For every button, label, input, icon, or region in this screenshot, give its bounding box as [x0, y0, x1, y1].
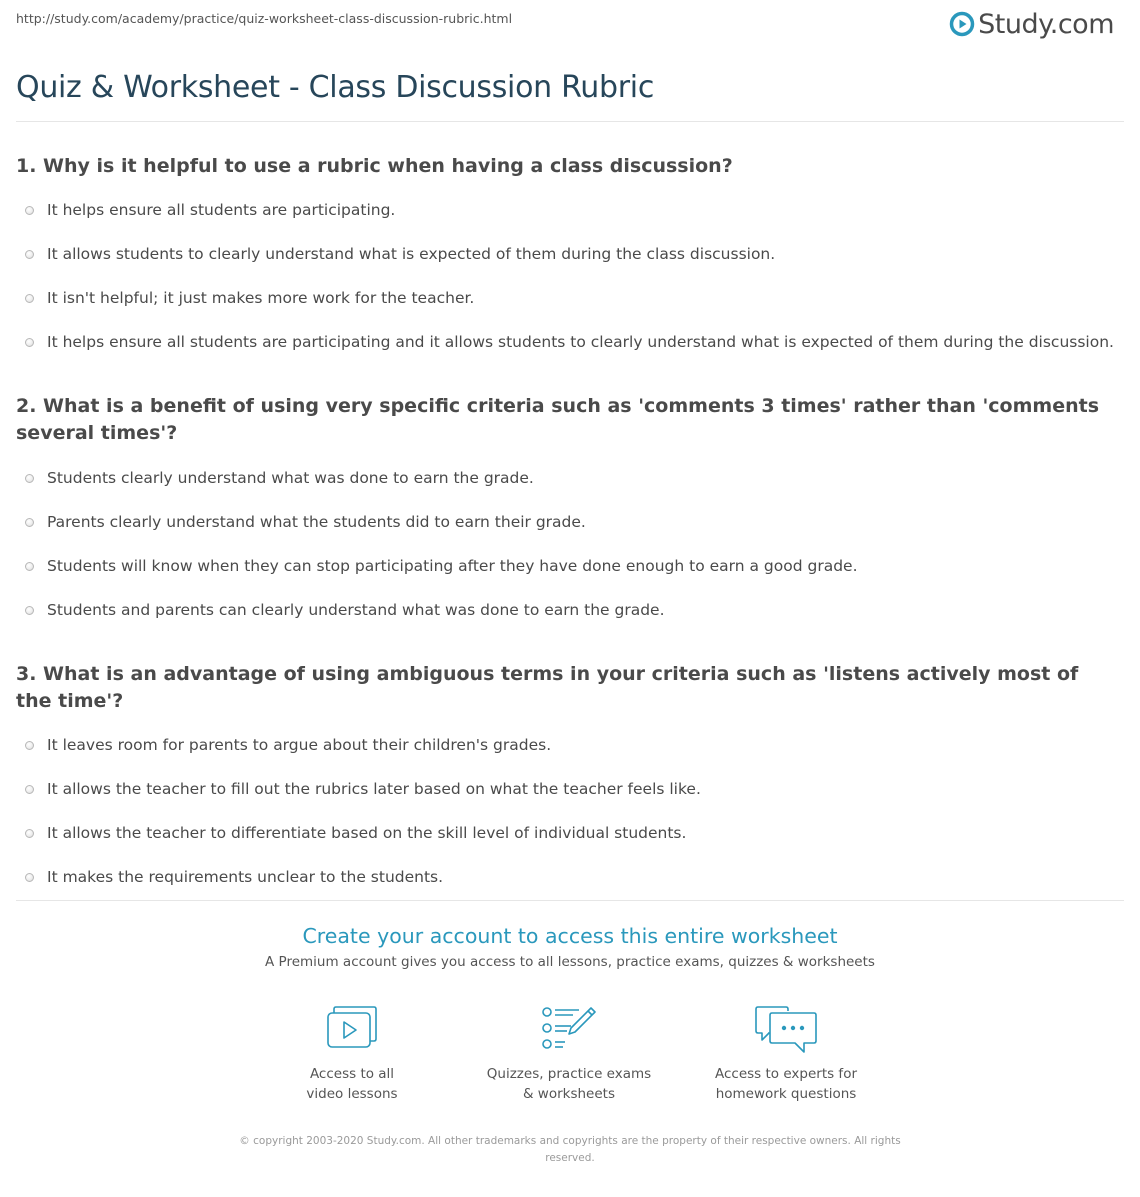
answer-list — [16, 723, 1106, 899]
feature-video-lessons — [252, 1005, 452, 1104]
page-title: Quiz & Worksheet - Class Discussion Rubric — [16, 70, 655, 105]
feature-label-line1: Access to all — [309, 1066, 395, 1082]
answer-option[interactable] — [16, 500, 1106, 544]
cta-subtitle: A Premium account gives you access to all lessons, practice exams, quizzes & worksheets — [265, 954, 875, 970]
quiz-checklist-icon — [541, 1005, 597, 1051]
answer-text: It makes the requirements unclear to the students. — [47, 868, 444, 886]
radio-button[interactable] — [25, 562, 34, 571]
answer-text: It isn't helpful; it just makes more work for the teacher. — [47, 289, 475, 307]
radio-button[interactable] — [25, 206, 34, 215]
page-url: http://study.com/academy/practice/quiz-worksheet-class-discussion-rubric.html — [16, 11, 513, 26]
radio-button[interactable] — [25, 474, 34, 483]
feature-quizzes — [469, 1005, 669, 1104]
answer-text: It allows the teacher to differentiate based on the skill level of individual students. — [47, 824, 687, 842]
chat-bubbles-icon — [754, 1005, 818, 1055]
answer-text: Parents clearly understand what the students did to earn their grade. — [47, 513, 586, 531]
answer-text: Students and parents can clearly understand what was done to earn the grade. — [47, 601, 665, 619]
radio-button[interactable] — [25, 606, 34, 615]
radio-button[interactable] — [25, 873, 34, 882]
answer-option[interactable] — [16, 723, 1106, 767]
feature-label-line2: & worksheets — [522, 1086, 615, 1102]
radio-button[interactable] — [25, 338, 34, 347]
feature-label-line2: homework questions — [715, 1086, 857, 1102]
answer-option[interactable] — [16, 232, 1106, 276]
answer-option[interactable] — [16, 767, 1106, 811]
question-text: 3. What is an advantage of using ambiguous terms in your criteria such as 'listens actively most of the time'? — [16, 663, 1079, 712]
feature-label-line1: Quizzes, practice exams — [486, 1066, 652, 1082]
answer-text: It allows the teacher to fill out the rubrics later based on what the teacher feels like. — [47, 780, 701, 798]
answer-text: It allows students to clearly understand what is expected of them during the class discussion. — [47, 245, 776, 263]
question-1 — [16, 153, 1114, 364]
answer-option[interactable] — [16, 188, 1106, 232]
radio-button[interactable] — [25, 518, 34, 527]
answer-option[interactable] — [16, 320, 1114, 364]
radio-button[interactable] — [25, 785, 34, 794]
cta-title-link[interactable]: Create your account to access this entire worksheet — [302, 924, 838, 948]
play-circle-icon — [949, 11, 975, 37]
answer-text: Students clearly understand what was done to earn the grade. — [47, 469, 534, 487]
feature-label-line1: Access to experts for — [714, 1066, 857, 1082]
answer-text: It leaves room for parents to argue about their children's grades. — [47, 736, 552, 754]
answer-option[interactable] — [16, 456, 1106, 500]
radio-button[interactable] — [25, 250, 34, 259]
answer-text: It helps ensure all students are participating. — [47, 201, 396, 219]
answer-option[interactable] — [16, 588, 1106, 632]
radio-button[interactable] — [25, 294, 34, 303]
question-2 — [16, 393, 1106, 632]
feature-label-line2: video lessons — [306, 1086, 398, 1102]
video-lessons-icon — [326, 1005, 378, 1051]
copyright-notice: © copyright 2003-2020 Study.com. All other trademarks and copyrights are the property of their respective owners. All rights reserved. — [239, 1135, 901, 1164]
study-logo[interactable] — [949, 7, 1114, 41]
radio-button[interactable] — [25, 741, 34, 750]
answer-text: Students will know when they can stop participating after they have done enough to earn a good grade. — [47, 557, 858, 575]
feature-experts — [686, 1005, 886, 1104]
question-text: 1. Why is it helpful to use a rubric when having a class discussion? — [16, 155, 733, 177]
answer-option[interactable] — [16, 276, 1106, 320]
cta-divider — [16, 900, 1124, 901]
question-3 — [16, 661, 1106, 899]
answer-text: It helps ensure all students are participating and it allows students to clearly understand what is expected of them during the discussion. — [47, 333, 1114, 351]
answer-option[interactable] — [16, 855, 1106, 899]
radio-button[interactable] — [25, 829, 34, 838]
logo-text: Study.com — [978, 8, 1114, 40]
answer-option[interactable] — [16, 544, 1106, 588]
answer-list — [16, 456, 1106, 632]
answer-option[interactable] — [16, 811, 1106, 855]
answer-list — [16, 188, 1114, 364]
question-text: 2. What is a benefit of using very specific criteria such as 'comments 3 times' rather than 'comments several times'? — [16, 395, 1099, 444]
title-divider — [16, 121, 1124, 122]
